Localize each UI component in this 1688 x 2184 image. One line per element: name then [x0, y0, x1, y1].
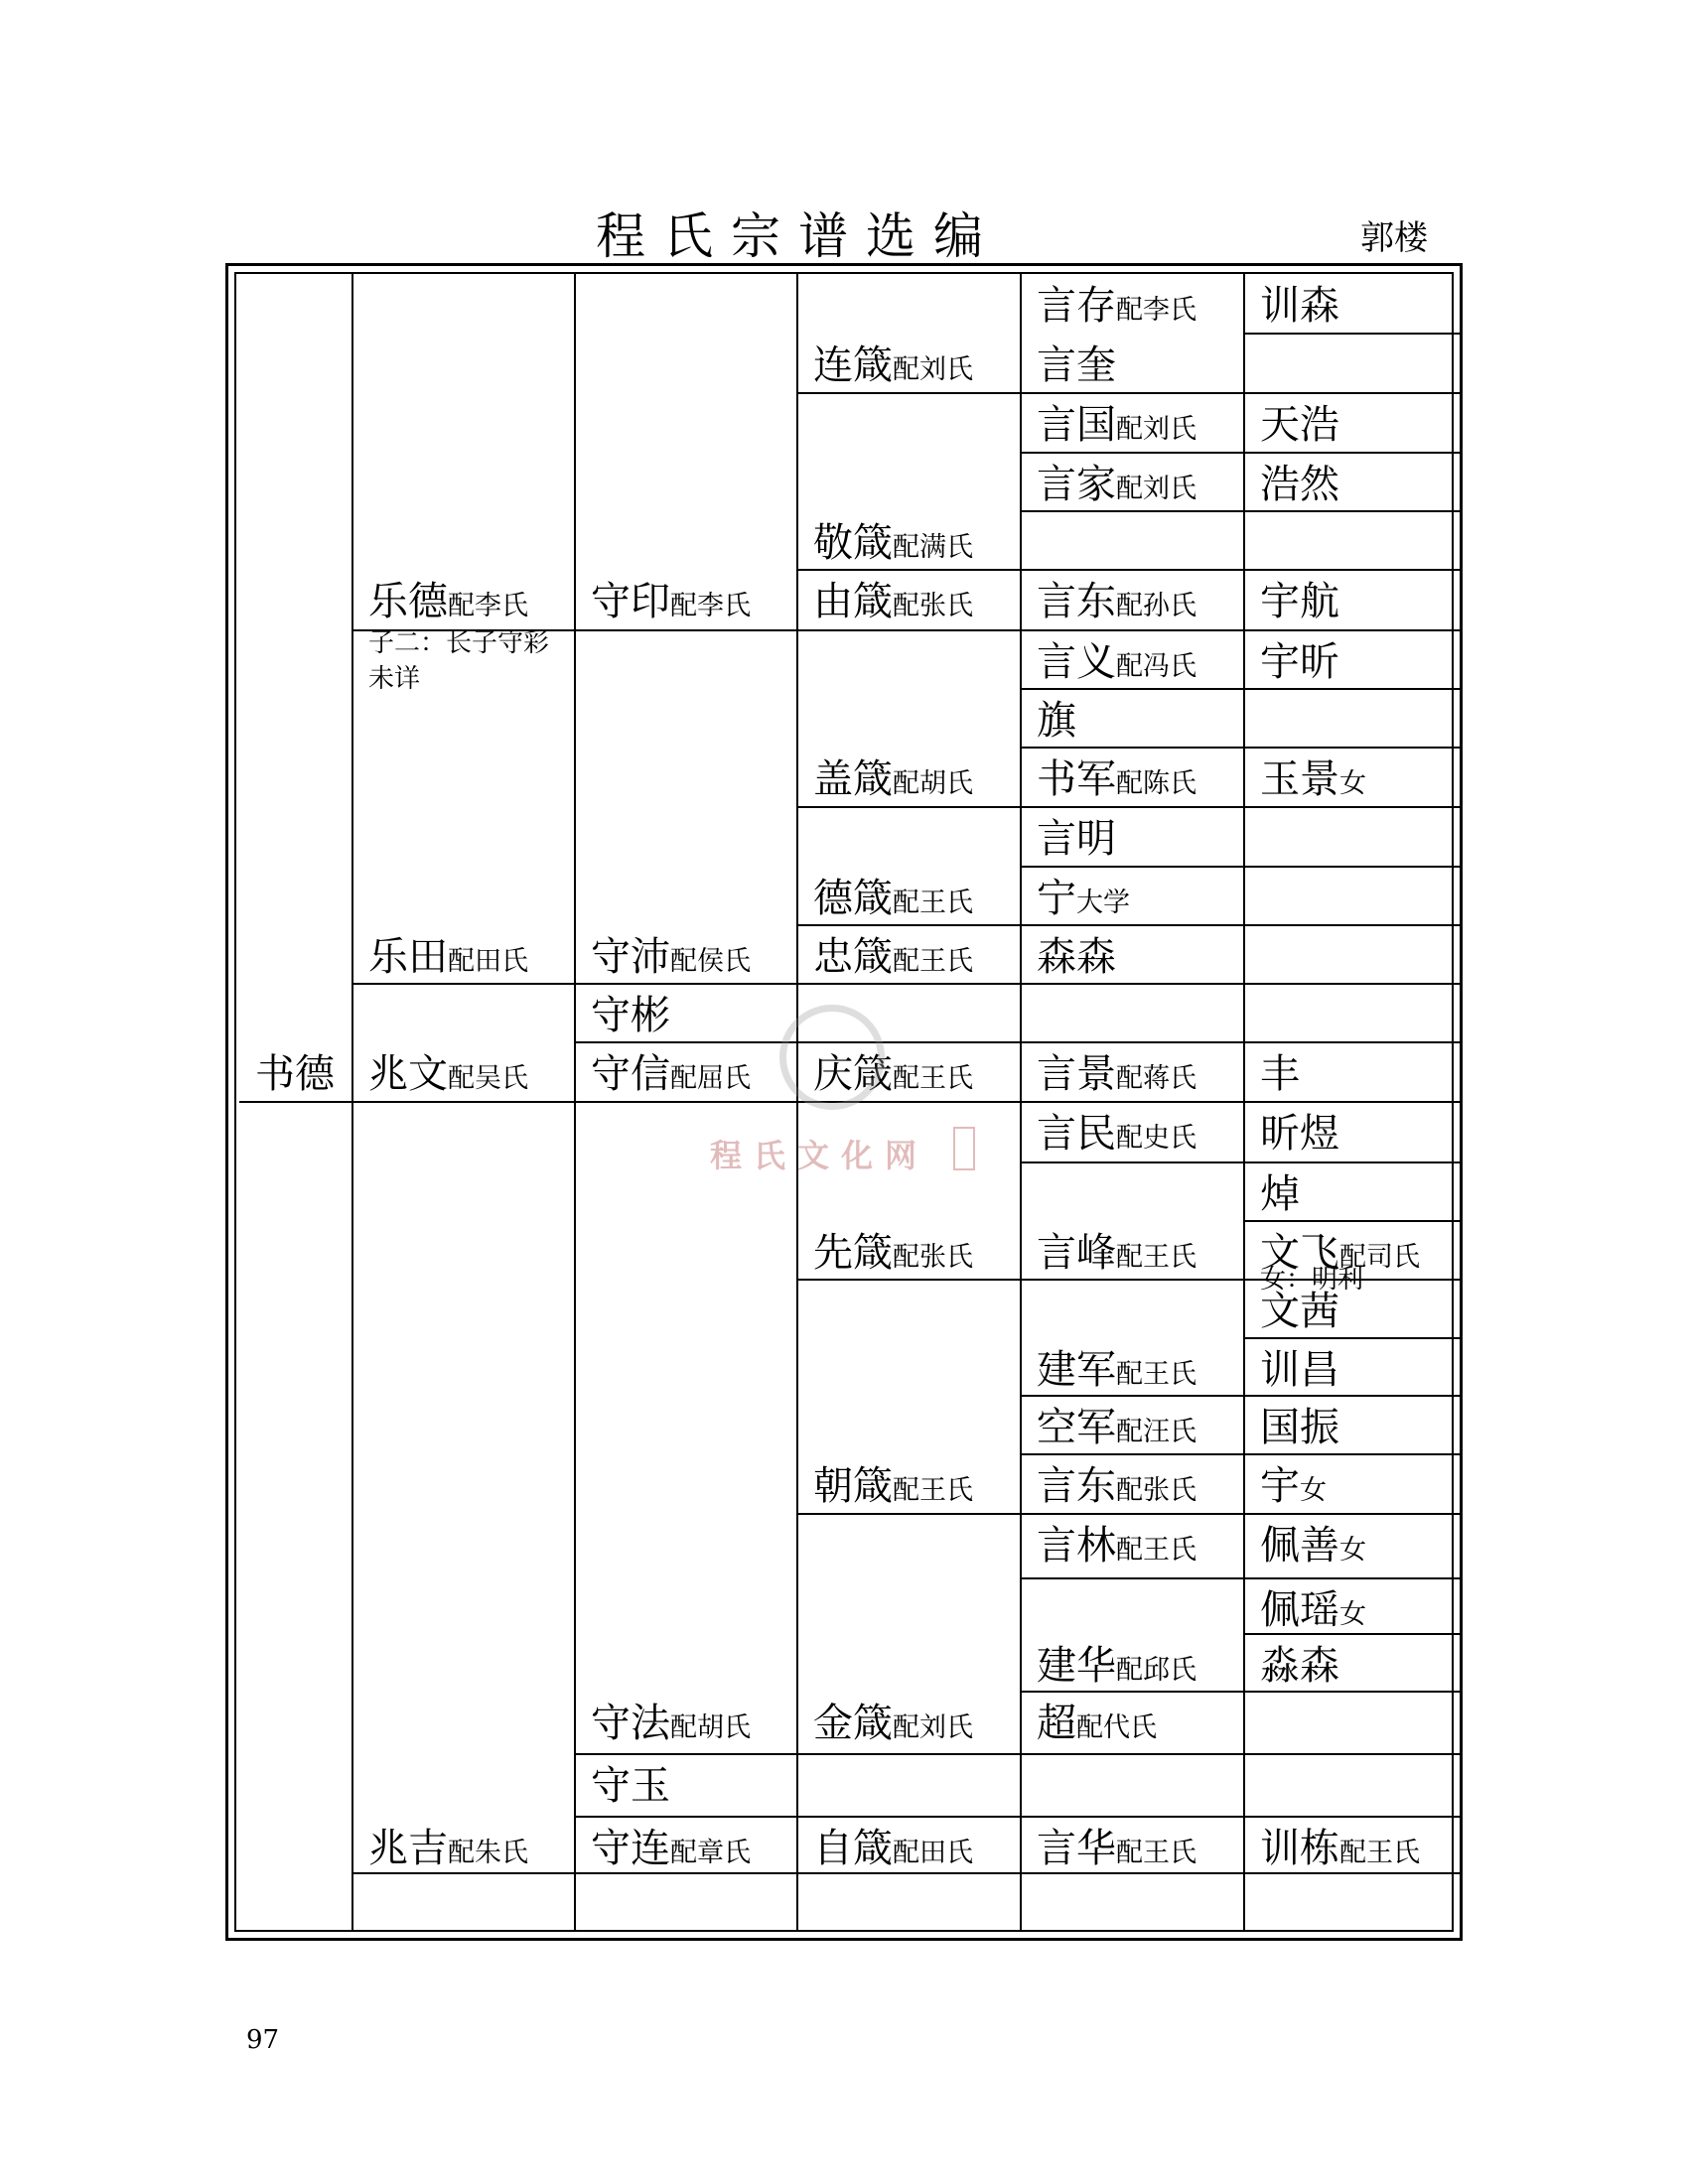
person-name: 敬箴: [813, 520, 893, 566]
person-name: 佩善: [1260, 1523, 1339, 1569]
spouse-note: 配邱氏: [1116, 1655, 1196, 1686]
entry-c4-xianxiao: [813, 1230, 973, 1276]
spouse-note: 配王氏: [893, 1063, 973, 1094]
spouse-note: 配王氏: [1116, 1535, 1196, 1566]
row-divider: [1244, 333, 1463, 335]
spouse-note: 配胡氏: [893, 768, 973, 799]
person-name: 兆吉: [368, 1826, 448, 1871]
spouse-note: 配侯氏: [670, 946, 751, 977]
person-name: 连箴: [813, 342, 893, 388]
spouse-note: 配满氏: [893, 532, 973, 563]
entry-c5-jianhua: [1037, 1643, 1196, 1689]
person-name: 守印: [591, 579, 670, 624]
person-name: 忠箴: [813, 934, 893, 980]
person-name: 建军: [1037, 1347, 1116, 1393]
row-divider: [1021, 747, 1463, 749]
person-name: 宇昕: [1260, 639, 1339, 685]
entry-c5-yankui: [1037, 342, 1116, 388]
entry-c6-xinyu: [1260, 1111, 1339, 1157]
spouse-note: 女: [1339, 768, 1366, 799]
spouse-note: 配王氏: [893, 887, 973, 918]
entry-c5-yanmin: [1037, 1111, 1196, 1157]
spouse-note: 女: [1339, 1599, 1366, 1630]
person-name: 守沛: [591, 934, 670, 980]
person-name: 训昌: [1260, 1347, 1339, 1393]
watermark-logo-icon: [779, 1005, 885, 1110]
person-name: 丰: [1260, 1051, 1300, 1097]
person-name: 言林: [1037, 1523, 1116, 1569]
person-name: 言义: [1037, 639, 1116, 685]
spouse-note: 配李氏: [1116, 295, 1196, 326]
row-divider: [1021, 688, 1463, 690]
page-title: 程氏宗谱选编: [596, 207, 1001, 265]
entry-c3-shouyin: [591, 579, 751, 624]
spouse-note: 配王氏: [1116, 1838, 1196, 1868]
person-name: 庆箴: [813, 1051, 893, 1097]
person-name: 言民: [1037, 1111, 1116, 1157]
person-name: 乐田: [368, 934, 448, 980]
spouse-note: 配胡氏: [670, 1712, 751, 1743]
person-name: 训森: [1260, 283, 1339, 329]
person-name: 书德: [255, 1051, 335, 1097]
spouse-note: 配田氏: [893, 1838, 973, 1868]
person-name: 言东: [1037, 1463, 1116, 1509]
person-name: 文茜: [1260, 1289, 1339, 1334]
entry-c5-sensen: [1037, 934, 1116, 980]
person-name: 言家: [1037, 462, 1116, 507]
entry-c6-yuxin: [1260, 639, 1339, 685]
spouse-note: 配张氏: [893, 1242, 973, 1273]
spouse-note: 配吴氏: [448, 1063, 528, 1094]
entry-c6-yuhang: [1260, 579, 1339, 624]
entry-c6-xunchang: [1260, 1347, 1339, 1393]
person-name: 守信: [591, 1051, 670, 1097]
entry-c6-yujing: [1260, 756, 1366, 802]
spouse-note: 配汪氏: [1116, 1417, 1196, 1447]
spouse-note: 女: [1339, 1535, 1366, 1566]
entry-c6-xundong: [1260, 1826, 1420, 1871]
entry-c5-jianjun: [1037, 1347, 1196, 1393]
person-name: 宇: [1260, 1463, 1300, 1509]
row-divider: [1021, 510, 1463, 512]
spouse-note: 配李氏: [448, 591, 528, 621]
spouse-note: 配章氏: [670, 1838, 751, 1868]
spouse-note: 配刘氏: [1116, 414, 1196, 445]
spouse-note: 配王氏: [1116, 1242, 1196, 1273]
spouse-note: 配张氏: [1116, 1475, 1196, 1506]
person-name: 言存: [1037, 283, 1116, 329]
entry-c6-guozhen: [1260, 1405, 1339, 1450]
entry-c5-yanjing: [1037, 1051, 1196, 1097]
row-divider: [1021, 1453, 1463, 1455]
person-name: 空军: [1037, 1405, 1116, 1450]
entry-c5-kongjun: [1037, 1405, 1196, 1450]
person-name: 盖箴: [813, 756, 893, 802]
entry-c4-lianxiao: [813, 342, 973, 388]
spouse-note: 配李氏: [670, 591, 751, 621]
entry-c4-chaoxiao: [813, 1463, 973, 1509]
entry-c5-yanguo: [1037, 402, 1196, 448]
entry-c4-gaixiao: [813, 756, 973, 802]
spouse-note: 配田氏: [448, 946, 528, 977]
spouse-note: 配司氏: [1339, 1242, 1420, 1273]
person-name: 德箴: [813, 876, 893, 921]
watermark-seal-icon: [953, 1127, 975, 1170]
row-divider: [1021, 452, 1463, 454]
row-divider: [1244, 1633, 1463, 1635]
entry-c6-xunsen: [1260, 283, 1339, 329]
row-divider: [797, 1513, 1463, 1515]
person-name: 言东: [1037, 579, 1116, 624]
person-name: 超: [1037, 1701, 1076, 1746]
person-name: 宇航: [1260, 579, 1339, 624]
entry-c5-ning: [1037, 876, 1130, 921]
person-name: 玉景: [1260, 756, 1339, 802]
entry-c6-tianhao: [1260, 402, 1339, 448]
row-divider: [797, 924, 1463, 926]
spouse-note: 配王氏: [893, 1475, 973, 1506]
spouse-note: 配朱氏: [448, 1838, 528, 1868]
entry-c4-zhongxiao: [813, 934, 973, 980]
entry-c5-yanfeng: [1037, 1230, 1196, 1276]
entry-c6-yu: [1260, 1463, 1327, 1509]
person-name: 旗: [1037, 698, 1076, 744]
person-name: 言明: [1037, 816, 1116, 862]
entry-c5-yanjia: [1037, 462, 1196, 507]
entry-c4-dexiao: [813, 876, 973, 921]
lede-note: 子二：长子守彩未详: [368, 628, 550, 694]
spouse-note: 配冯氏: [1116, 651, 1196, 682]
entry-c2-lede: [368, 579, 528, 624]
row-divider: [352, 1872, 1463, 1874]
person-name: 守法: [591, 1701, 670, 1746]
person-name: 言景: [1037, 1051, 1116, 1097]
person-name: 淼森: [1260, 1643, 1339, 1689]
spouse-note: 配张氏: [893, 591, 973, 621]
watermark-text: 程氏文化网: [710, 1137, 929, 1174]
spouse-note: 配陈氏: [1116, 768, 1196, 799]
spouse-note: 配刘氏: [893, 1712, 973, 1743]
entry-c6-feng: [1260, 1051, 1300, 1097]
row-divider: [575, 1816, 1463, 1818]
entry-c5-yanming: [1037, 816, 1116, 862]
row-divider: [1021, 866, 1463, 868]
page-number: 97: [246, 2025, 280, 2055]
person-name: 先箴: [813, 1230, 893, 1276]
entry-c5-yancun: [1037, 283, 1196, 329]
spouse-note: 大学: [1076, 887, 1130, 918]
entry-c3-shoupei: [591, 934, 751, 980]
spouse-note: 配王氏: [1339, 1838, 1420, 1868]
person-name: 言国: [1037, 402, 1116, 448]
person-name: 言峰: [1037, 1230, 1116, 1276]
spouse-note: 配王氏: [893, 946, 973, 977]
person-name: 乐德: [368, 579, 448, 624]
spouse-note: 女: [1300, 1475, 1327, 1506]
person-name: 建华: [1037, 1643, 1116, 1689]
spouse-note: 配刘氏: [1116, 474, 1196, 504]
spouse-note: 配屈氏: [670, 1063, 751, 1094]
entry-c5-yandong1: [1037, 579, 1196, 624]
person-name: 书军: [1037, 756, 1116, 802]
person-name: 训栋: [1260, 1826, 1339, 1871]
spouse-note: 配史氏: [1116, 1123, 1196, 1154]
person-name: 昕煜: [1260, 1111, 1339, 1157]
row-divider: [797, 569, 1463, 571]
spouse-note: 配王氏: [1116, 1359, 1196, 1390]
person-name: 由箴: [813, 579, 893, 624]
entry-c5-chao: [1037, 1701, 1157, 1746]
person-name: 朝箴: [813, 1463, 893, 1509]
entry-c6-haoran: [1260, 462, 1339, 507]
entry-c4-zixiao: [813, 1826, 973, 1871]
person-name: 森森: [1037, 934, 1116, 980]
entry-c5-shujun: [1037, 756, 1196, 802]
entry-c6-wenqian: [1260, 1289, 1339, 1334]
entry-c2-zhaoji: [368, 1826, 528, 1871]
row-divider: [352, 983, 1463, 985]
entry-c5-yanyi: [1037, 639, 1196, 685]
entry-c4-jingxiao: [813, 520, 973, 566]
entry-c5-yanlin: [1037, 1523, 1196, 1569]
person-name: 天浩: [1260, 402, 1339, 448]
person-name: 浩然: [1260, 462, 1339, 507]
entry-c5-yandong2: [1037, 1463, 1196, 1509]
row-divider: [575, 1753, 1463, 1755]
wenfei-note: 女：明利: [1260, 1265, 1364, 1295]
spouse-note: 配代氏: [1076, 1712, 1157, 1743]
row-divider: [797, 806, 1463, 808]
entry-c1-shude: [255, 1051, 335, 1097]
person-name: 言华: [1037, 1826, 1116, 1871]
entry-c2-zhaowen: [368, 1051, 528, 1097]
person-name: 守彬: [591, 993, 670, 1038]
entry-c5-yanhua: [1037, 1826, 1196, 1871]
entry-c5-qi: [1037, 698, 1076, 744]
person-name: 守玉: [591, 1763, 670, 1809]
person-name: 佩瑶: [1260, 1587, 1339, 1633]
entry-c3-shoubin: [591, 993, 670, 1038]
person-name: 文飞: [1260, 1230, 1339, 1276]
person-name: 言奎: [1037, 342, 1116, 388]
entry-c3-shouyu: [591, 1763, 670, 1809]
entry-c3-shoulian: [591, 1826, 751, 1871]
row-divider: [1244, 1337, 1463, 1339]
entry-c3-shoufa: [591, 1701, 751, 1746]
entry-c6-miaosen: [1260, 1643, 1339, 1689]
spouse-note: 配刘氏: [893, 354, 973, 385]
row-divider: [1021, 1161, 1463, 1163]
row-divider: [797, 392, 1463, 394]
person-name: 宁: [1037, 876, 1076, 921]
person-name: 守连: [591, 1826, 670, 1871]
entry-c4-youxiao: [813, 579, 973, 624]
row-divider: [575, 1041, 1463, 1043]
person-name: 国振: [1260, 1405, 1339, 1450]
watermark: [710, 1005, 998, 1178]
person-name: 自箴: [813, 1826, 893, 1871]
branch-label: 郭楼: [1360, 218, 1428, 258]
spouse-note: 配蒋氏: [1116, 1063, 1196, 1094]
entry-c6-peiyao: [1260, 1587, 1366, 1633]
row-divider: [1244, 1220, 1463, 1222]
row-divider: [1021, 1577, 1463, 1579]
entry-c2-letian: [368, 934, 528, 980]
spouse-note: 配孙氏: [1116, 591, 1196, 621]
person-name: 金箴: [813, 1701, 893, 1746]
person-name: 焯: [1260, 1171, 1300, 1217]
entry-c6-zhuo: [1260, 1171, 1300, 1217]
entry-c6-peishan: [1260, 1523, 1366, 1569]
row-divider: [1021, 1691, 1463, 1693]
row-divider: [1021, 1395, 1463, 1397]
person-name: 兆文: [368, 1051, 448, 1097]
entry-c4-jinxiao: [813, 1701, 973, 1746]
